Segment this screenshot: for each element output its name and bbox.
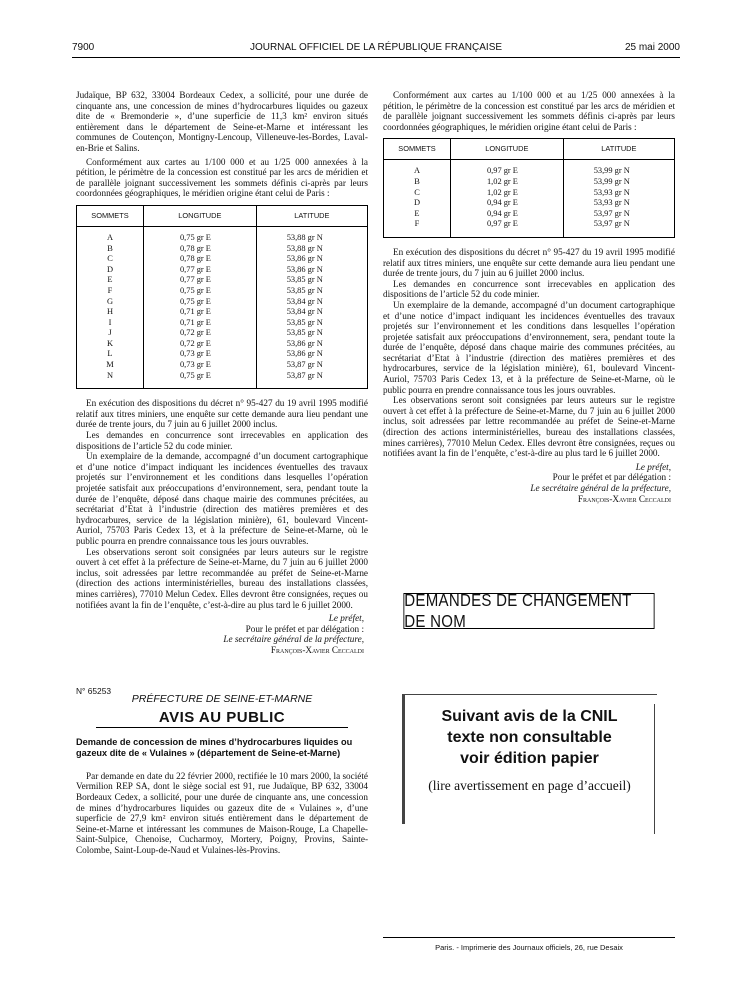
request-paragraph: Par demande en date du 22 février 2000, rectifiée le 10 mars 2000, la société Vermilion REP SA, dont le siège social est 91, rue Judaïque, BP 632, 33004 Bordeaux Cedex, a sollicité, pour une durée de cinquante ans, une concession de mines d’hydrocarbures liquides ou gazeux dite de « Vulaines », d’une superficie de 27,9 km² environ situés entièrement dans le département de Seine-et-Marne et intéressant les communes de Maison-Rouge, La Chapelle-Saint-Sulpice, Chenoise, Cucharmoy, Mortery, Poigny, Provins, Sainte-Colombe, Saint-Loup-de-Naud et Vulaines-lès-Provins. xyxy=(76,770,368,856)
competition-paragraph: Les demandes en concurrence sont irrecevables en application des dispositions de l’article 52 du code minier. xyxy=(76,430,368,451)
sommet-cell: K xyxy=(106,338,114,348)
latitude-cell: 53,99 gr N xyxy=(563,160,674,177)
signature-block xyxy=(383,462,675,504)
latitude-cell: 53,85 gr N xyxy=(256,318,367,329)
sommet-cell: M xyxy=(106,360,114,370)
latitude-cell: 53,85 gr N xyxy=(256,275,367,286)
competition-paragraph: Les demandes en concurrence sont irrecevables en application des dispositions de l’article 52 du code minier. xyxy=(383,278,675,300)
longitude-cell: 0,73 gr E xyxy=(143,349,256,360)
table-row xyxy=(384,219,675,237)
sommet-cell: L xyxy=(107,349,113,359)
sommet-cell: F xyxy=(414,219,420,229)
longitude-cell: 0,77 gr E xyxy=(143,265,256,276)
issue-date: 25 mai 2000 xyxy=(624,42,680,53)
column-header-latitude: LATITUDE xyxy=(256,205,367,226)
table-row xyxy=(384,177,675,188)
column-header-sommets: SOMMETS xyxy=(77,205,144,226)
sommet-cell: C xyxy=(107,254,113,264)
longitude-cell: 0,97 gr E xyxy=(450,160,563,177)
sommet-cell: J xyxy=(108,328,112,338)
latitude-cell: 53,85 gr N xyxy=(256,328,367,339)
latitude-cell: 53,88 gr N xyxy=(256,244,367,255)
longitude-cell: 0,78 gr E xyxy=(143,244,256,255)
table-header-row xyxy=(384,139,675,160)
signatory-name: François-Xavier Ceccaldi xyxy=(577,493,671,504)
latitude-cell: 53,84 gr N xyxy=(256,297,367,308)
table-row xyxy=(384,160,675,177)
longitude-cell: 0,73 gr E xyxy=(143,360,256,371)
latitude-cell: 53,86 gr N xyxy=(256,265,367,276)
sommet-cell: H xyxy=(106,307,114,317)
table-row xyxy=(384,198,675,209)
footer-rule xyxy=(383,937,675,938)
longitude-cell: 0,94 gr E xyxy=(450,198,563,209)
map-paragraph: Conformément aux cartes au 1/100 000 et au 1/25 000 annexées à la pétition, le périmètre de la concession est constitué par les arcs de méridien et de parallèle joignant successivement les sommets définis ci-après par leurs coordonnées géographiques, le méridien origine étant celui de Paris : xyxy=(383,90,675,132)
latitude-cell: 53,87 gr N xyxy=(256,360,367,371)
latitude-cell: 53,85 gr N xyxy=(256,286,367,297)
coordinates-table xyxy=(383,138,675,238)
table-row xyxy=(384,188,675,199)
latitude-cell: 53,86 gr N xyxy=(256,339,367,350)
signature-line: Pour le préfet et par délégation : xyxy=(245,623,364,634)
signature-line: Le préfet, xyxy=(328,613,364,624)
table-row xyxy=(77,286,368,297)
sommet-cell: F xyxy=(107,285,113,295)
section-banner: DEMANDES DE CHANGEMENT DE NOM xyxy=(403,593,654,629)
sommet-cell: D xyxy=(413,198,421,208)
coordinates-table xyxy=(76,205,368,389)
latitude-cell: 53,84 gr N xyxy=(256,307,367,318)
signature-line: Le secrétaire général de la préfecture, xyxy=(530,483,671,493)
cnil-notice-box xyxy=(402,694,657,834)
signatory-name: François-Xavier Ceccaldi xyxy=(270,644,364,655)
longitude-cell: 0,75 gr E xyxy=(143,286,256,297)
consultation-paragraph: Un exemplaire de la demande, accompagné d’un document cartographique et d’une notice d’impact indiquant les incidences éventuelles des travaux projetés sur l’environnement et les conditions dans lesquelles l’opération projetée satisfait aux préoccupations d’environnement, sera, pendant toute la durée de l’enquête, déposé dans chaque mairie des communes précitées, au secrétariat d’Etat à l’industrie (direction des matières premières et des hydrocarbures, service de la législation minière), 61, boulevard Vincent-Auriol, 75703 Paris Cedex 13, et à la préfecture de Seine-et-Marne, où le public pourra en prendre connaissance tous les jours ouvrables. xyxy=(76,451,368,546)
longitude-cell: 0,94 gr E xyxy=(450,209,563,220)
longitude-cell: 0,75 gr E xyxy=(143,371,256,389)
sommet-cell: A xyxy=(106,232,114,242)
decree-paragraph: En exécution des dispositions du décret n° 95-427 du 19 avril 1995 modifié relatif aux titres miniers, une enquête sur cette demande aura lieu pendant une durée de trente jours, du 7 juin au 6 juillet 2000 inclus. xyxy=(76,398,368,430)
table-row xyxy=(77,297,368,308)
table-row xyxy=(77,349,368,360)
table-row xyxy=(77,328,368,339)
sommet-cell: E xyxy=(107,275,113,285)
longitude-cell: 0,78 gr E xyxy=(143,254,256,265)
latitude-cell: 53,93 gr N xyxy=(563,188,674,199)
table-row xyxy=(77,339,368,350)
signature-line: Pour le préfet et par délégation : xyxy=(552,472,671,483)
latitude-cell: 53,87 gr N xyxy=(256,371,367,389)
decree-paragraph: En exécution des dispositions du décret n° 95-427 du 19 avril 1995 modifié relatif aux titres miniers, une enquête sur cette demande aura lieu pendant une durée de trente jours, du 7 juin au 6 juillet 2000 inclus. xyxy=(383,246,675,279)
right-column xyxy=(383,90,675,504)
longitude-cell: 0,97 gr E xyxy=(450,219,563,237)
longitude-cell: 0,75 gr E xyxy=(143,226,256,243)
longitude-cell: 0,71 gr E xyxy=(143,307,256,318)
sommet-cell: D xyxy=(106,264,114,274)
observations-paragraph: Les observations seront soit consignées par leurs auteurs sur le registre ouvert à cet effet à la préfecture de Seine-et-Marne, du 7 juin au 6 juillet 2000 inclus, soit adressées par lettre recommandée au préfet de Seine-et-Marne (direction des actions interministérielles, bureau des installations classées, mines carrières), 77010 Melun Cedex. Elles devront être consignées, reçues ou notifiées avant la fin de l’enquête, c’est-à-dire au plus tard le 6 juillet 2000. xyxy=(383,395,675,459)
sommet-cell: I xyxy=(108,317,112,327)
signature-line: Le préfet, xyxy=(635,461,671,472)
table-header-row xyxy=(77,205,368,226)
table-row xyxy=(77,226,368,243)
sommet-cell: B xyxy=(414,176,420,186)
table-row xyxy=(77,275,368,286)
cnil-notice-note: (lire avertissement en page d’accueil) xyxy=(428,778,631,793)
latitude-cell: 53,86 gr N xyxy=(256,349,367,360)
table-row xyxy=(77,318,368,329)
subject-heading: Demande de concession de mines d’hydrocarbures liquides ou gazeux dite de « Vulaines » (département de Seine-et-Marne) xyxy=(76,737,353,759)
table-row xyxy=(384,209,675,220)
map-paragraph: Conformément aux cartes au 1/100 000 et au 1/25 000 annexées à la pétition, le périmètre de la concession est constitué par les arcs de méridien et de parallèle joignant successivement les sommets définis ci-après par leurs coordonnées géographiques, le méridien origine étant celui de Paris : xyxy=(76,156,368,199)
cnil-notice-title xyxy=(402,706,657,769)
column-header-longitude: LONGITUDE xyxy=(450,139,563,160)
avis-heading: AVIS AU PUBLIC xyxy=(158,708,286,726)
latitude-cell: 53,88 gr N xyxy=(256,226,367,243)
heading-rule xyxy=(96,727,348,728)
longitude-cell: 1,02 gr E xyxy=(450,177,563,188)
longitude-cell: 0,77 gr E xyxy=(143,275,256,286)
box-border-top xyxy=(402,694,657,695)
notice-number: N° 65253 xyxy=(76,685,112,696)
longitude-cell: 0,71 gr E xyxy=(143,318,256,329)
prefecture-heading: PRÉFECTURE DE SEINE-ET-MARNE xyxy=(131,693,313,706)
cnil-line: Suivant avis de la CNIL xyxy=(441,708,618,725)
printer-footer: Paris. - Imprimerie des Journaux officiels, 26, rue Desaix xyxy=(435,943,623,952)
sommet-cell: E xyxy=(414,208,420,218)
latitude-cell: 53,93 gr N xyxy=(563,198,674,209)
table-row xyxy=(77,244,368,255)
header-rule xyxy=(72,57,680,58)
column-header-sommets: SOMMETS xyxy=(384,139,451,160)
cnil-line: voir édition papier xyxy=(460,750,599,767)
latitude-cell: 53,97 gr N xyxy=(563,219,674,237)
sommet-cell: B xyxy=(107,243,113,253)
signature-line: Le secrétaire général de la préfecture, xyxy=(223,634,364,645)
sommet-cell: G xyxy=(106,296,114,306)
latitude-cell: 53,99 gr N xyxy=(563,177,674,188)
longitude-cell: 1,02 gr E xyxy=(450,188,563,199)
left-column xyxy=(76,90,368,856)
sommet-cell: A xyxy=(413,166,421,176)
table-row xyxy=(77,254,368,265)
table-row xyxy=(77,360,368,371)
signature-block xyxy=(76,613,368,655)
cnil-line: texte non consultable xyxy=(447,729,612,746)
sommet-cell: C xyxy=(414,187,420,197)
latitude-cell: 53,86 gr N xyxy=(256,254,367,265)
table-row xyxy=(77,265,368,276)
column-header-latitude: LATITUDE xyxy=(563,139,674,160)
column-header-longitude: LONGITUDE xyxy=(143,205,256,226)
table-row xyxy=(77,371,368,389)
latitude-cell: 53,97 gr N xyxy=(563,209,674,220)
journal-title: JOURNAL OFFICIEL DE LA RÉPUBLIQUE FRANÇAISE xyxy=(249,42,503,53)
sommet-cell: N xyxy=(106,370,114,380)
page-number: 7900 xyxy=(72,42,95,53)
intro-paragraph: Judaïque, BP 632, 33004 Bordeaux Cedex, a sollicité, pour une durée de cinquante ans, une concession de mines d’hydrocarbures liquides ou gazeux dite de « Bremonderie », d’une superficie de 11,3 km² environ situés entièrement dans le département de Seine-et-Marne et intéressant les communes de Coutençon, Montigny-Lencoup, Villeneuve-les-Bordes, Laval-en-Brie et Salins. xyxy=(76,90,368,153)
longitude-cell: 0,72 gr E xyxy=(143,328,256,339)
observations-paragraph: Les observations seront soit consignées par leurs auteurs sur le registre ouvert à cet effet à la préfecture de Seine-et-Marne, du 7 juin au 6 juillet 2000 inclus, soit adressées par lettre recommandée au préfet de Seine-et-Marne (direction des actions interministérielles, bureau des installations classées, mines carrières), 77010 Melun Cedex. Elles devront être consignées, reçues ou notifiées avant la fin de l’enquête, c’est-à-dire au plus tard le 6 juillet 2000. xyxy=(76,546,368,610)
longitude-cell: 0,75 gr E xyxy=(143,297,256,308)
table-row xyxy=(77,307,368,318)
page-header xyxy=(72,42,680,56)
consultation-paragraph: Un exemplaire de la demande, accompagné d’un document cartographique et d’une notice d’impact indiquant les incidences éventuelles des travaux projetés sur l’environnement et les conditions dans lesquelles l’opération projetée satisfait aux préoccupations d’environnement, sera, pendant toute la durée de l’enquête, déposé dans chaque mairie des communes précitées, au secrétariat d’Etat à l’industrie (direction des matières premières et des hydrocarbures, service de la législation minière), 61, boulevard Vincent-Auriol, 75703 Paris Cedex 13, et à la préfecture de Seine-et-Marne, où le public pourra en prendre connaissance tous les jours ouvrables. xyxy=(383,299,675,395)
longitude-cell: 0,72 gr E xyxy=(143,339,256,350)
